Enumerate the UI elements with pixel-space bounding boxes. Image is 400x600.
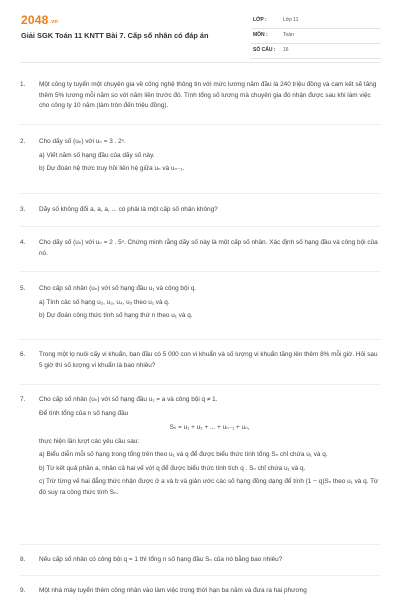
meta-table bbox=[251, 14, 381, 59]
question-number: 7. bbox=[20, 396, 26, 403]
sub-question-b: b) Dự đoán hệ thức truy hồi liên hệ giữa uₙ và uₙ₋₁. bbox=[39, 165, 185, 172]
site-logo[interactable] bbox=[21, 13, 58, 27]
meta-row-grade bbox=[251, 14, 381, 29]
question-3 bbox=[20, 205, 380, 216]
question-text: Dãy số không đổi a, a, a, ... có phải là một cấp số nhân không? bbox=[39, 206, 218, 213]
question-divider bbox=[20, 226, 380, 227]
question-6 bbox=[20, 350, 380, 371]
meta-row-subject bbox=[251, 29, 381, 44]
question-number: 9. bbox=[20, 587, 26, 594]
sub-question-a: a) Biểu diễn mỗi số hạng trong tổng trên theo u₁ và q để được biểu thức tính tổng Sₙ chỉ chứa u₁ và q. bbox=[39, 451, 328, 458]
question-number: 5. bbox=[20, 285, 26, 292]
question-number: 3. bbox=[20, 206, 26, 213]
sub-question-b: b) Từ kết quả phần a, nhân cả hai vế với q để được biểu thức tính tích q . Sₙ chỉ chứa u₁ và q. bbox=[39, 464, 306, 472]
question-9 bbox=[20, 586, 380, 597]
sub-question-c: c) Trừ từng vế hai đẳng thức nhận được ở a và b và giản ước các số hạng đồng dạng để tính (1 − q)Sₙ theo u₁ và q. Từ đó suy ra công thức tính Sₙ. bbox=[39, 478, 379, 496]
question-text: Nếu cấp số nhân có công bội q = 1 thì tổng n số hạng đầu Sₙ của nó bằng bao nhiêu? bbox=[39, 556, 283, 563]
question-text: Cho cấp số nhân (uₙ) với số hạng đầu u₁ = a và công bội q ≠ 1. bbox=[39, 396, 218, 403]
question-instruction: thực hiện lần lượt các yêu cầu sau: bbox=[39, 437, 140, 445]
meta-row-count bbox=[251, 44, 381, 59]
question-5 bbox=[20, 284, 380, 322]
question-number: 4. bbox=[20, 239, 26, 246]
question-divider bbox=[20, 193, 380, 194]
question-divider bbox=[20, 544, 380, 545]
header-divider bbox=[20, 62, 380, 63]
document-title: Giải SGK Toán 11 KNTT Bài 7. Cấp số nhân có đáp án bbox=[21, 31, 209, 40]
meta-key: LỚP : bbox=[253, 17, 267, 23]
question-text: Cho dãy số (uₙ) với uₙ = 3 . 2ⁿ. bbox=[39, 138, 126, 145]
question-number: 2. bbox=[20, 138, 26, 145]
meta-value: Toán bbox=[283, 32, 294, 38]
question-text: Cho dãy số (uₙ) với uₙ = 2 . 5ⁿ. Chứng minh rằng dãy số này là một cấp số nhân. Xác định số hạng đầu và công bội của nó. bbox=[39, 239, 378, 257]
question-divider bbox=[20, 575, 380, 576]
question-text: Cho cấp số nhân (uₙ) với số hạng đầu u₁ và công bội q. bbox=[39, 285, 197, 292]
question-intro: Để tính tổng của n số hạng đầu bbox=[39, 409, 129, 417]
sum-formula: Sₙ = u₁ + u₂ + ... + uₙ₋₁ + uₙ, bbox=[169, 424, 250, 431]
question-divider bbox=[20, 271, 380, 272]
sub-question-a: a) Tính các số hạng u₂, u₃, u₄, u₅ theo u₁ và q. bbox=[39, 298, 170, 306]
logo-suffix: .vn bbox=[49, 19, 59, 25]
question-number: 1. bbox=[20, 81, 26, 88]
question-divider bbox=[20, 384, 380, 385]
question-text: Một nhà máy tuyển thêm công nhân vào làm việc trong thời hạn ba năm và đưa ra hai phương bbox=[39, 587, 307, 594]
logo-text: 2048 bbox=[21, 13, 49, 27]
sub-question-b: b) Dự đoán công thức tính số hạng thứ n theo u₁ và q. bbox=[39, 312, 193, 319]
question-2 bbox=[20, 137, 380, 175]
meta-value: Lớp 11 bbox=[283, 17, 299, 23]
meta-key: MÔN : bbox=[253, 32, 268, 38]
question-8 bbox=[20, 555, 380, 566]
sub-question-a: a) Viết năm số hạng đầu của dãy số này. bbox=[39, 151, 155, 159]
question-4 bbox=[20, 238, 380, 259]
meta-key: SỐ CÂU : bbox=[253, 47, 276, 53]
question-number: 8. bbox=[20, 556, 26, 563]
question-text: Một công ty tuyển một chuyên gia về công nghệ thông tin với mức lương năm đầu là 240 triệu đồng và cam kết sẽ tăng thêm 5% lương mỗi năm so với năm liền trước đó. Tính tổng số lương mà chuyên gia đó nhận được sau khi làm việc cho công ty 10 năm (làm tròn đến triệu đồng). bbox=[39, 81, 377, 109]
question-number: 6. bbox=[20, 351, 26, 358]
question-divider bbox=[20, 339, 380, 340]
question-divider bbox=[20, 124, 380, 125]
meta-value: 16 bbox=[283, 47, 289, 53]
page-header bbox=[0, 0, 400, 62]
question-7 bbox=[20, 395, 380, 498]
question-text: Trong một lọ nuôi cấy vi khuẩn, ban đầu có 5 000 con vi khuẩn và số lượng vi khuẩn tăng lên thêm 8% mỗi giờ. Hỏi sau 5 giờ thì số lượng vi khuẩn là bao nhiêu? bbox=[39, 351, 378, 369]
question-1 bbox=[20, 80, 380, 112]
